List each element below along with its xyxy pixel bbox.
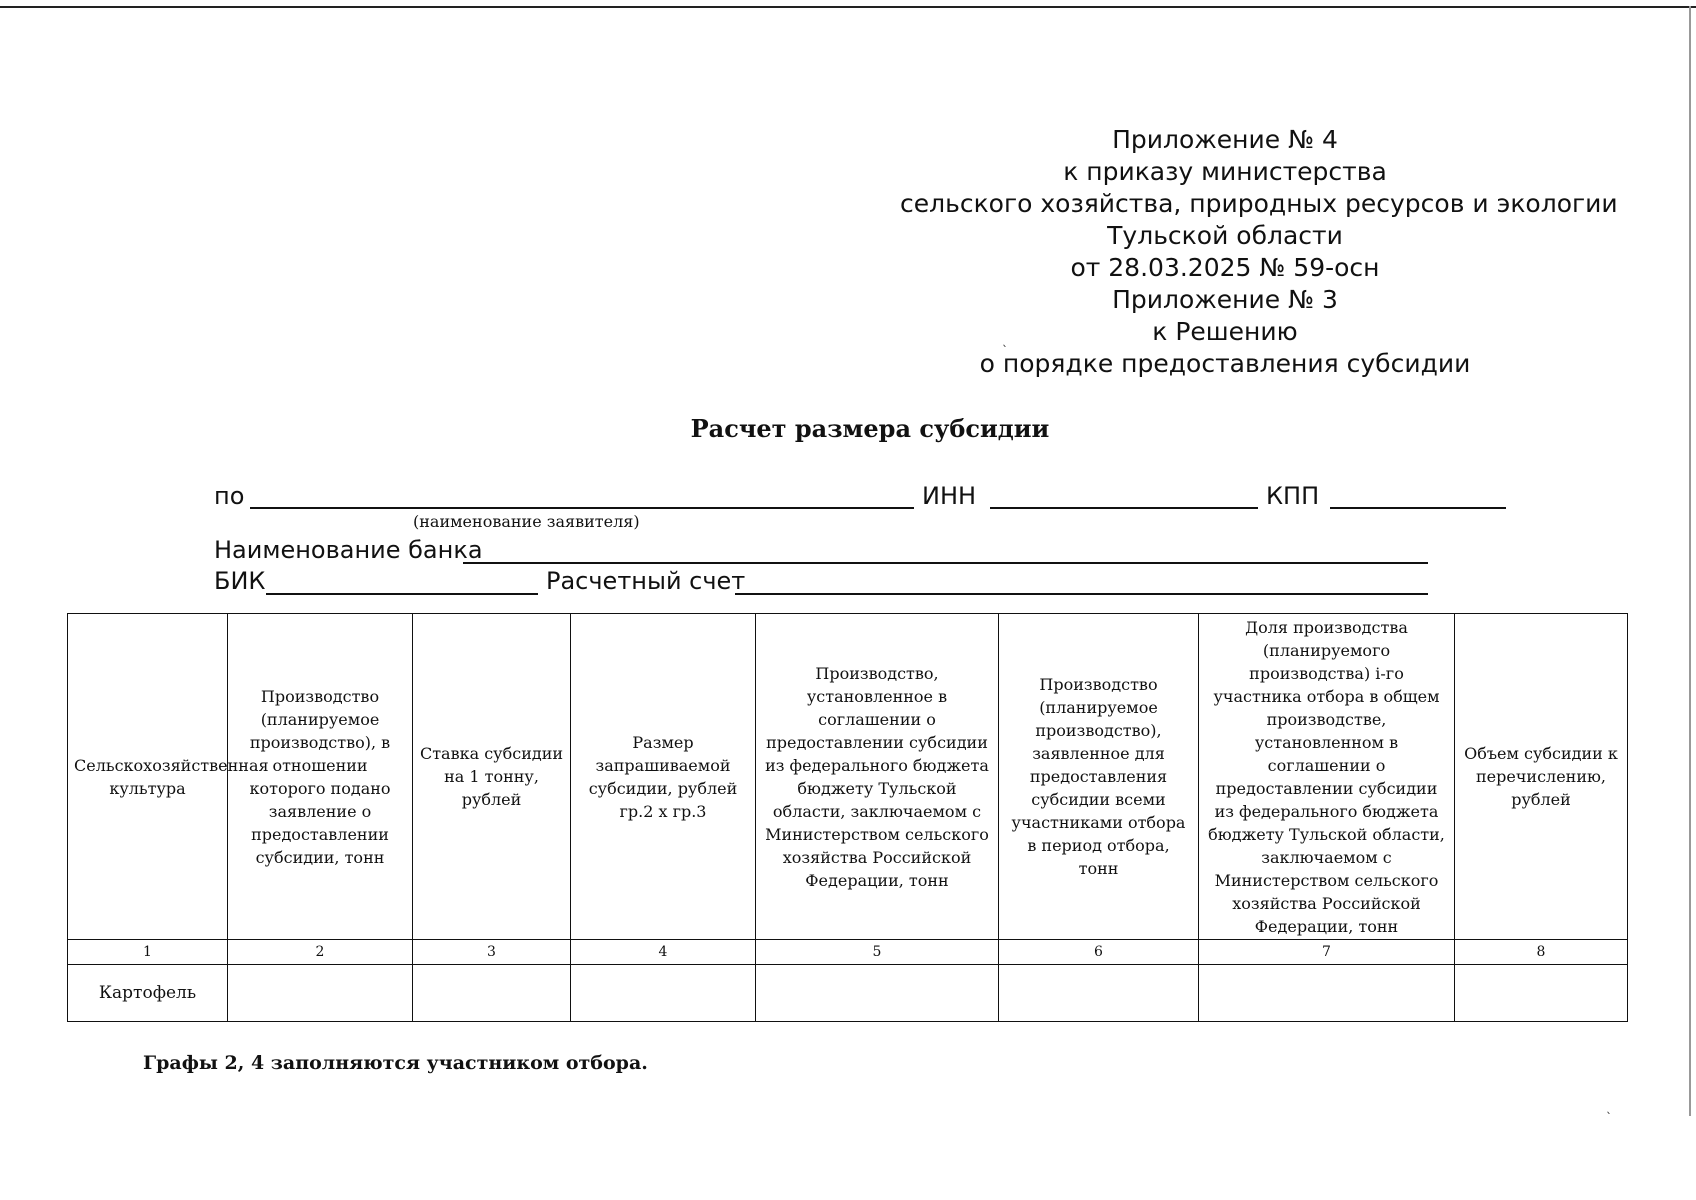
bank-label: Наименование банка <box>214 536 483 564</box>
header-line-appendix-4: Приложение № 4 <box>1112 125 1338 154</box>
column-header-4: Размер запрашиваемой субсидии, рублей гр.2 х гр.3 <box>571 614 756 940</box>
header-line-appendix-3: Приложение № 3 <box>1112 285 1338 314</box>
bik-label: БИК <box>214 567 266 595</box>
column-header-7: Доля производства (планируемого производства) i-го участника отбора в общем производстве, установленном в соглашении о предоставлении субсидии из федерального бюджета бюджету Тульской области, заключаемом с Министерством сельского хозяйства Российской Федерации, тонн <box>1199 614 1455 940</box>
total-declared-production-cell[interactable] <box>999 965 1199 1022</box>
scan-right-border <box>1689 6 1691 1116</box>
column-number: 6 <box>999 940 1199 965</box>
table-row <box>68 965 1628 1022</box>
account-label: Расчетный счет <box>546 567 746 595</box>
header-line-region: Тульской области <box>1107 221 1343 250</box>
applicant-name-field[interactable] <box>250 507 914 509</box>
header-line-date: от 28.03.2025 № 59-осн <box>1070 253 1380 282</box>
column-header-6: Производство (планируемое производство), заявленное для предоставления субсидии всеми участниками отбора в период отбора, тонн <box>999 614 1199 940</box>
table-header-row <box>68 614 1628 940</box>
scan-top-border <box>0 6 1696 8</box>
applicant-name-hint: (наименование заявителя) <box>413 512 640 531</box>
kpp-label: КПП <box>1266 482 1320 510</box>
column-header-8: Объем субсидии к перечислению, рублей <box>1455 614 1628 940</box>
column-header-3: Ставка субсидии на 1 тонну, рублей <box>413 614 571 940</box>
column-number: 2 <box>228 940 413 965</box>
scan-speck: ˎ <box>1002 333 1008 347</box>
header-line-order: к приказу министерства <box>1063 157 1387 186</box>
inn-field[interactable] <box>990 507 1258 509</box>
appendix-header <box>900 124 1618 380</box>
column-number: 1 <box>68 940 228 965</box>
column-number-row <box>68 940 1628 965</box>
column-header-1: Сельскохозяйственная культура <box>68 614 228 940</box>
account-field[interactable] <box>735 593 1428 595</box>
header-line-ministry: сельского хозяйства, природных ресурсов и экологии <box>900 189 1618 218</box>
column-number: 3 <box>413 940 571 965</box>
column-header-2: Производство (планируемое производство), в отношении которого подано заявление о предоставлении субсидии, тонн <box>228 614 413 940</box>
rate-cell[interactable] <box>413 965 571 1022</box>
column-number: 4 <box>571 940 756 965</box>
participant-share-cell[interactable] <box>1199 965 1455 1022</box>
crop-cell: Картофель <box>68 965 228 1022</box>
requested-subsidy-cell[interactable] <box>571 965 756 1022</box>
column-number: 5 <box>756 940 999 965</box>
footnote: Графы 2, 4 заполняются участником отбора. <box>143 1052 648 1074</box>
header-line-decision: к Решению <box>1152 317 1298 346</box>
production-cell[interactable] <box>228 965 413 1022</box>
subsidy-calculation-table <box>67 613 1628 1022</box>
scan-speck: ˎ <box>1606 1100 1612 1114</box>
inn-label: ИНН <box>922 482 977 510</box>
column-header-5: Производство, установленное в соглашении о предоставлении субсидии из федерального бюджета бюджету Тульской области, заключаемом с Министерством сельского хозяйства Российской Федерации, тонн <box>756 614 999 940</box>
bank-name-field[interactable] <box>463 562 1428 564</box>
bik-field[interactable] <box>266 593 538 595</box>
agreement-production-cell[interactable] <box>756 965 999 1022</box>
document-title: Расчет размера субсидии <box>690 414 1050 443</box>
header-line-procedure: о порядке предоставления субсидии <box>979 349 1471 378</box>
column-number: 8 <box>1455 940 1628 965</box>
po-label: по <box>214 482 245 510</box>
column-number: 7 <box>1199 940 1455 965</box>
subsidy-amount-cell[interactable] <box>1455 965 1628 1022</box>
kpp-field[interactable] <box>1330 507 1506 509</box>
